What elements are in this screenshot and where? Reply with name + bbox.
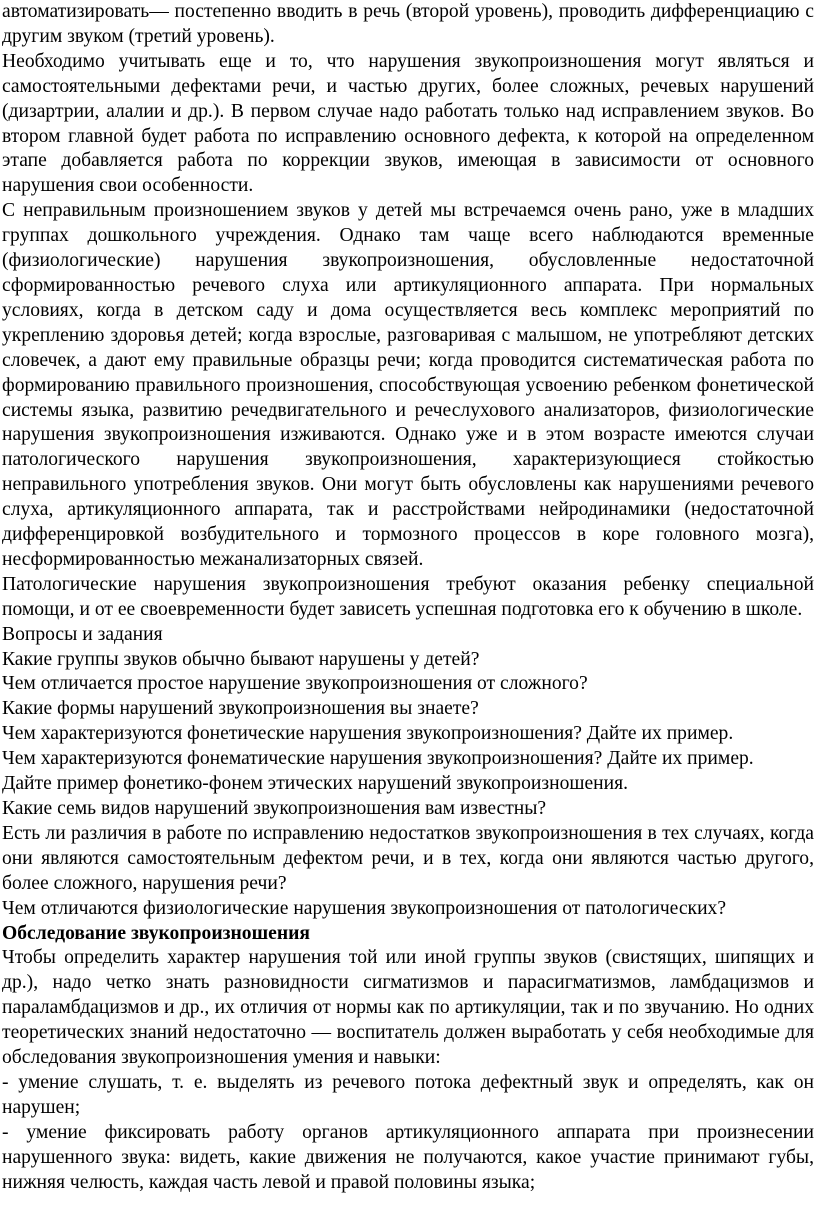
questions-title: Вопросы и задания xyxy=(2,623,163,645)
section-intro: Чтобы определить характер нарушения той или иной группы звуков (свистящих, шипящих и др.), надо четко знать разновидности сигматизмов и парасигматизмов, ламбдацизмов и параламбдацизмов и др., их отличия от нормы как по артикуляции, так и по звучанию. Но одних теоретических знаний недостаточно — воспитатель должен выработать у себя необходимые для обследования звукопроизношения умения и навыки: xyxy=(2,947,814,1069)
question-item: Какие формы нарушений звукопроизношения вы знаете? xyxy=(2,698,479,720)
question-item: Чем характеризуются фонетические нарушения звукопроизношения? Дайте их пример. xyxy=(2,723,734,745)
skill-item: - умение фиксировать работу органов артикуляционного аппарата при произнесении нарушенного звука: видеть, какие движения не получаются, какое участие принимают губы, нижняя челюсть, каждая часть левой и правой половины языка; xyxy=(2,1121,814,1193)
question-item: Чем отличается простое нарушение звукопроизношения от сложного? xyxy=(2,673,588,695)
question-item: Есть ли различия в работе по исправлению недостатков звукопроизношения в тех случаях, когда они являются самостоятельным дефектом речи, и в тех, когда они являются частью другого, более сложного, нарушения речи? xyxy=(2,822,814,894)
question-item: Какие семь видов нарушений звукопроизношения вам известны? xyxy=(2,798,547,819)
question-item: Чем отличаются физиологические нарушения звукопроизношения от патологических? xyxy=(2,897,727,919)
skill-item: - умение слушать, т. е. выделять из речевого потока дефектный звук и определять, как он нарушен; xyxy=(2,1071,814,1118)
question-item: Чем характеризуются фонематические нарушения звукопроизношения? Дайте их пример. xyxy=(2,748,754,770)
paragraph-early-age: С неправильным произношением звуков у детей мы встречаемся очень рано, уже в младших группах дошкольного учреждения. Однако там чаще всего наблюдаются временные (физиологические) нарушения звукопроизношения, обусловленные недостаточной сформированностью речевого слуха или артикуляционного аппарата. При нормальных условиях, когда в детском саду и дома осуществляется весь комплекс мероприятий по укреплению здоровья детей; когда взрослые, разговаривая с малышом, не употребляют детских словечек, а дают ему правильные образцы речи; когда проводится систематическая работа по формированию правильного произношения, способствующая усвоению ребенком фонетической системы языка, развитию речедвигательного и речеслухового анализаторов, физиологические нарушения звукопроизношения изживаются. Однако уже и в этом возрасте имеются случаи патологического нарушения звукопроизношения, характеризующиеся стойкостью неправильного употребления звуков. Они могут быть обусловлены как нарушениями речевого слуха, артикуляционного аппарата, так и расстройствами нейродинамики (недостаточной дифференцировкой возбудительного и тормозного процессов в коре головного мозга), несформированностью межанализаторных связей. xyxy=(2,200,814,570)
question-item: Дайте пример фонетико-фонем этических нарушений звукопроизношения. xyxy=(2,773,629,795)
question-item: Какие группы звуков обычно бывают нарушены у детей? xyxy=(2,648,480,670)
paragraph-pathological: Патологические нарушения звукопроизношения требуют оказания ребенку специальной помощи, и от ее своевременности будет зависеть успешная подготовка его к обучению в школе. xyxy=(2,573,814,620)
paragraph-independent-defects: Необходимо учитывать еще и то, что нарушения звукопроизношения могут являться и самостоятельными дефектами речи, и частью других, более сложных, речевых нарушений (дизартрии, алалии и др.). В первом случае надо работать только над исправлением звуков. Во втором главной будет работа по исправлению основного дефекта, к которой на определенном этапе добавляется работа по коррекции звуков, имеющая в зависимости от основного нарушения свои особенности. xyxy=(2,50,814,197)
paragraph-automation: автоматизировать— постепенно вводить в речь (второй уровень), проводить дифференциацию с другим звуком (третий уровень). xyxy=(2,1,814,47)
section-heading: Обследование звукопроизношения xyxy=(2,922,310,944)
